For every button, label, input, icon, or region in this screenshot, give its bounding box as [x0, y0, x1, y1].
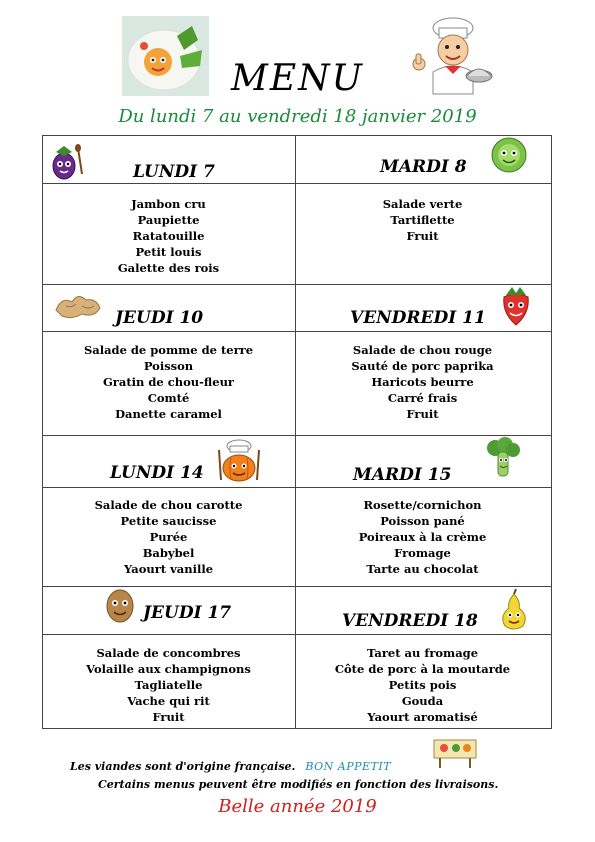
list-item: Tartiflette: [390, 213, 455, 227]
day-header-mardi-15: MARDI 15: [353, 465, 452, 485]
delivery-notice: Certains menus peuvent être modifiés en fonction des livraisons.: [98, 778, 499, 791]
list-item: Carré frais: [387, 391, 458, 405]
new-year-greeting: Belle année 2019: [218, 796, 377, 817]
eggplant-icon: [46, 140, 90, 182]
list-item: Fruit: [152, 710, 185, 724]
list-item: Paupiette: [137, 213, 200, 227]
list-item: Volaille aux champignons: [86, 662, 251, 676]
menu-items-jeudi-17: [42, 645, 295, 725]
menu-items-vendredi-11: [296, 342, 549, 422]
list-item: Fromage: [394, 546, 451, 560]
pumpkin-chef-icon: [213, 436, 265, 484]
list-item: Petite saucisse: [120, 514, 217, 528]
day-header-mardi-8: MARDI 8: [380, 157, 467, 177]
list-item: Petits pois: [388, 678, 457, 692]
row-divider: [42, 183, 552, 184]
list-item: Fruit: [406, 229, 439, 243]
list-item: Petit louis: [135, 245, 202, 259]
menu-items-vendredi-18: [296, 645, 549, 725]
list-item: Babybel: [142, 546, 195, 560]
list-item: Salade de pomme de terre: [83, 343, 254, 357]
list-item: Danette caramel: [115, 407, 222, 421]
list-item: Salade de chou rouge: [352, 343, 493, 357]
list-item: Yaourt aromatisé: [367, 710, 478, 724]
list-item: Salade de chou carotte: [94, 498, 243, 512]
list-item: Salade de concombres: [96, 646, 241, 660]
list-item: Tarte au chocolat: [366, 562, 479, 576]
row-divider: [42, 331, 552, 332]
origin-text: Les viandes sont d'origine française.: [70, 760, 296, 773]
bon-appetit-text: BON APPETIT: [305, 760, 392, 773]
list-item: Poisson pané: [380, 514, 465, 528]
lettuce-icon: [489, 136, 529, 174]
list-item: Haricots beurre: [371, 375, 474, 389]
day-header-vendredi-11: VENDREDI 11: [350, 308, 486, 328]
potato-icon: [104, 588, 136, 624]
list-item: Comté: [147, 391, 190, 405]
list-item: Jambon cru: [131, 197, 206, 211]
row-divider: [42, 435, 552, 436]
list-item: Ratatouille: [132, 229, 205, 243]
list-item: Galette des rois: [117, 261, 220, 275]
list-item: Côte de porc à la moutarde: [334, 662, 511, 676]
list-item: Gratin de chou-fleur: [102, 375, 234, 389]
day-header-vendredi-18: VENDREDI 18: [342, 611, 478, 631]
day-header-lundi-14: LUNDI 14: [110, 463, 204, 483]
menu-items-lundi-14: [42, 497, 295, 577]
day-header-lundi-7: LUNDI 7: [133, 162, 215, 182]
list-item: Rosette/cornichon: [363, 498, 482, 512]
list-item: Gouda: [401, 694, 444, 708]
list-item: Salade verte: [382, 197, 463, 211]
menu-items-mardi-15: [296, 497, 549, 577]
list-item: Poireaux à la crème: [358, 530, 487, 544]
pear-icon: [497, 588, 531, 632]
list-item: Yaourt vanille: [123, 562, 214, 576]
row-divider: [42, 634, 552, 635]
menu-items-lundi-7: [42, 196, 295, 276]
day-header-jeudi-10: JEUDI 10: [115, 308, 204, 328]
menu-items-mardi-8: [296, 196, 549, 244]
row-divider: [42, 487, 552, 488]
day-header-jeudi-17: JEUDI 17: [143, 603, 232, 623]
list-item: Tagliatelle: [134, 678, 203, 692]
row-divider: [42, 284, 552, 285]
list-item: Taret au fromage: [366, 646, 479, 660]
ginger-icon: [52, 288, 104, 322]
list-item: Poisson: [143, 359, 194, 373]
page-title: MENU: [231, 58, 364, 99]
row-divider: [42, 586, 552, 587]
broccoli-icon: [483, 436, 523, 480]
date-range-subtitle: Du lundi 7 au vendredi 18 janvier 2019: [118, 106, 477, 127]
list-item: Fruit: [406, 407, 439, 421]
strawberry-icon: [498, 283, 534, 327]
list-item: Sauté de porc paprika: [351, 359, 494, 373]
list-item: Purée: [149, 530, 188, 544]
list-item: Vache qui rit: [127, 694, 210, 708]
garden-sign-icon: [432, 734, 478, 770]
meat-origin-note: [70, 760, 391, 773]
menu-items-jeudi-10: [42, 342, 295, 422]
